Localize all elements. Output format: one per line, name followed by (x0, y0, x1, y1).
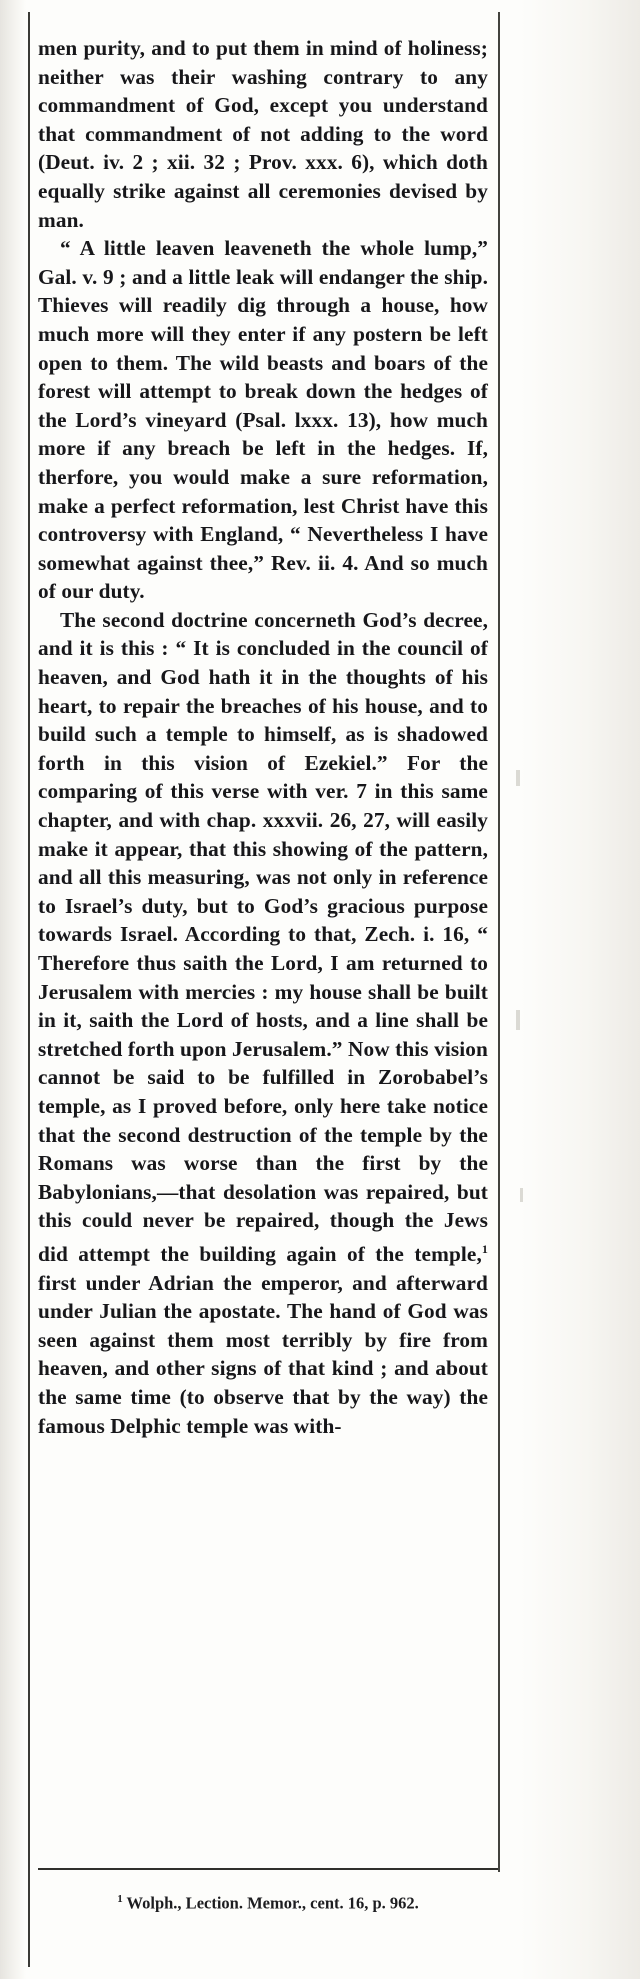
right-column-rule (498, 12, 500, 1872)
paragraph-3-text-continued: first under Adrian the emperor, and afterward under Julian the apostate. The hand of God was seen against them most terribly by fire from heaven, and other signs of that kind ; and about the same time (to observe that by the way) the famous Delphic temple was with- (38, 1270, 488, 1438)
footnote-marker-inline[interactable]: 1 (481, 1241, 488, 1256)
footnote (38, 1888, 498, 1915)
paragraph-3 (38, 606, 488, 1440)
footnote-text: Wolph., Lection. Memor., cent. 16, p. 962. (126, 1893, 419, 1913)
text-column (38, 34, 488, 1440)
left-column-rule (28, 12, 30, 1967)
page-right-edge-shadow (520, 0, 640, 1979)
footnote-marker: 1 (117, 1893, 123, 1905)
scan-artifact (516, 770, 520, 786)
paragraph-2: “ A little leaven leaveneth the whole lump,” Gal. v. 9 ; and a little leak will endanger the ship. Thieves will readily dig through a house, how much more will they enter if any postern be left open to them. The wild beasts and boars of the forest will attempt to break down the hedges of the Lord’s vineyard (Psal. lxxx. 13), how much more if any breach be left in the hedges. If, therfore, you would make a sure reformation, make a perfect reformation, lest Christ have this controversy with England, “ Nevertheless I have somewhat against thee,” Rev. ii. 4. And so much of our duty. (38, 236, 488, 604)
scan-artifact (520, 1188, 523, 1202)
footnote-separator-rule (38, 1868, 498, 1870)
paragraph-3-text: The second doctrine concerneth God’s decree, and it is this : “ It is concluded in the council of heaven, and God hath it in the thoughts of his heart, to repair the breaches of his house, and to build such a temple to himself, as is shadowed forth in this vision of Ezekiel.” For the comparing of this verse with ver. 7 in this same chapter, and with chap. xxxvii. 26, 27, will easily make it appear, that this showing of the pattern, and all this measuring, was not only in reference to Israel’s duty, but to God’s gracious purpose towards Israel. According to that, Zech. i. 16, “ Therefore thus saith the Lord, I am returned to Jerusalem with mercies : my house shall be built in it, saith the Lord of hosts, and a line shall be stretched forth upon Jerusalem.” Now this vision cannot be said to be fulfilled in Zorobabel’s temple, as I proved before, only here take notice that the second destruction of the temple by the Romans was worse than the first by the Babylonians,—that desolation was repaired, but this could never be repaired, though the Jews did attempt the building again of the temple, (38, 607, 488, 1267)
scan-artifact (516, 1010, 520, 1030)
page-left-edge-shadow (0, 0, 26, 1979)
paragraph-1: men purity, and to put them in mind of holiness; neither was their washing contrary to any commandment of God, except you understand that commandment of not adding to the word (Deut. iv. 2 ; xii. 32 ; Prov. xxx. 6), which doth equally strike against all ceremonies devised by man. (38, 36, 488, 232)
